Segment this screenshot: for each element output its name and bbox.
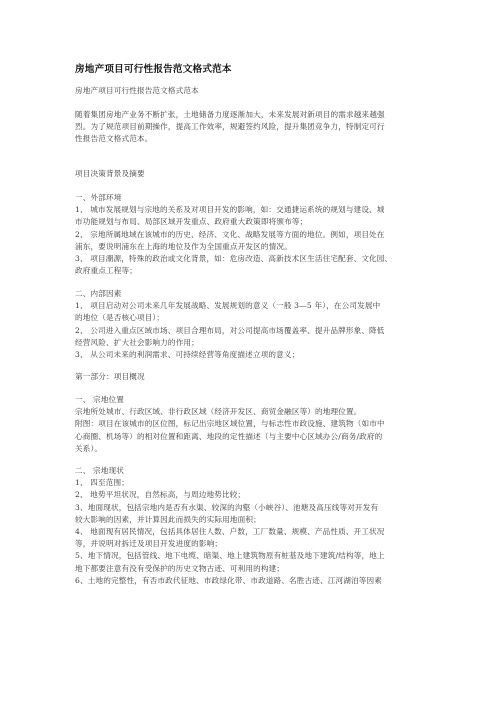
section-main-heading: 项目决策背景及摘要: [75, 169, 145, 178]
section-heading: [75, 168, 423, 180]
status-line: 5、地下情况，包括管线、地下电缆、暗渠、地上建筑物原有桩基及地下建筑/结构等，地上: [75, 551, 385, 561]
inner-line: 经营风险、扩大社会影响力的作用；: [75, 337, 199, 347]
outer-heading: 一、外部环境: [75, 193, 122, 202]
location-section: [75, 394, 423, 455]
subtitle-line: 房地产项目可行性报告范文格式范本: [75, 86, 199, 95]
inner-line: 2、 公司进入重点区域市场、项目合理布局，对公司提高市场覆盖率、提升品牌形象、降低: [75, 325, 385, 335]
status-line: 4、 地面现有居民情况，包括具体居住人数、户数，工厂数量、规模、产品性质、开工状况: [75, 526, 385, 536]
status-line: 地下都要注意有没有受保护的历史文物古迹、可利用的构建；: [75, 563, 285, 573]
intro-line: 性报告范文格式范本。: [75, 134, 153, 144]
document-subtitle: [75, 85, 423, 97]
status-line: 等，并说明对拆迁及项目开发进度的影响；: [75, 539, 223, 549]
location-heading: 一、 宗地位置: [75, 395, 125, 404]
status-line: 6、土地的完整性，有否市政代征地、市政绿化带、市政道路、名胜古迹、江河湖泊等因素: [75, 575, 382, 585]
status-section: [75, 465, 423, 587]
status-line: 1、 四至范围；: [75, 478, 130, 488]
status-line: 3、地面现状，包括宗地内是否有水渠、较深的沟壑（小峡谷）、池塘及高压线等对开发有: [75, 502, 379, 512]
intro-line: 烈。为了规范项目前期操作，提高工作效率，规避签约风险，提升集团竞争力，特制定可行: [75, 122, 385, 132]
location-line: 关系）。: [75, 443, 103, 453]
outer-line: 3、 项目潮源，特殊的政治或文化背景，如：危房改造、高新技术区生活住宅配套、文化园、: [75, 253, 393, 263]
document-title: 房地产项目可行性报告范文格式范本: [75, 64, 232, 75]
outer-line: 市功能规划与布局、局部区域开发重点、政府重大政策即将颁布等；: [75, 217, 308, 227]
status-line: 较大影响的因素，并计算因此而损失的实际用地面积；: [75, 514, 261, 524]
part1-heading: 第一部分：项目概况: [75, 372, 145, 381]
inner-factors: [75, 288, 423, 361]
outer-line: 2、 宗地所属地域在该城市的历史、经济、文化、战略发展等方面的地位。例如，项目处在: [75, 229, 385, 239]
intro-paragraph: [75, 109, 423, 146]
outer-line: 政府重点工程等；: [75, 266, 137, 276]
location-line: 心商圈、机场等）的相对位置和距离、地段的定性描述（与主要中心区域办公/商务/政府的: [75, 431, 383, 441]
intro-line: 随着集团房地产业务不断扩张，土地储备力度逐渐加大，未来发展对新项目的需求越来越强: [75, 110, 385, 119]
inner-line: 3、 从公司未来的利润需求、可持续经营等角度描述立项的意义；: [75, 349, 300, 359]
inner-heading: 二、内部因素: [75, 289, 122, 298]
inner-line: 1、 项目启动对公司未来几年发展战略、发展规划的意义（一般 3—5 年），在公司发展中: [75, 301, 381, 311]
location-line: 宗地所处城市、行政区域、非行政区域（经济开发区、商贸金融区等）的地理位置。: [75, 407, 362, 417]
status-heading: 二、 宗地现状: [75, 466, 125, 475]
status-line: 2、 地势平坦状况，自然标高，与周边地势比较；: [75, 490, 246, 500]
outer-environment: [75, 192, 423, 277]
outer-line: 1、 城市发展规划与宗地的关系及对项目开发的影响，如：交通捷运系统的规划与建设、城: [75, 205, 385, 215]
part-heading: [75, 371, 423, 383]
location-line: 附图：项目在该城市的区位图，标记出宗地区域位置，与标志性市政设施、建筑物（如市中: [75, 419, 385, 429]
inner-line: 的地位（是否核心项目）；: [75, 313, 165, 323]
outer-line: 浦东，要说明浦东在上海的地位及作为全国重点开发区的情况。: [75, 241, 292, 251]
